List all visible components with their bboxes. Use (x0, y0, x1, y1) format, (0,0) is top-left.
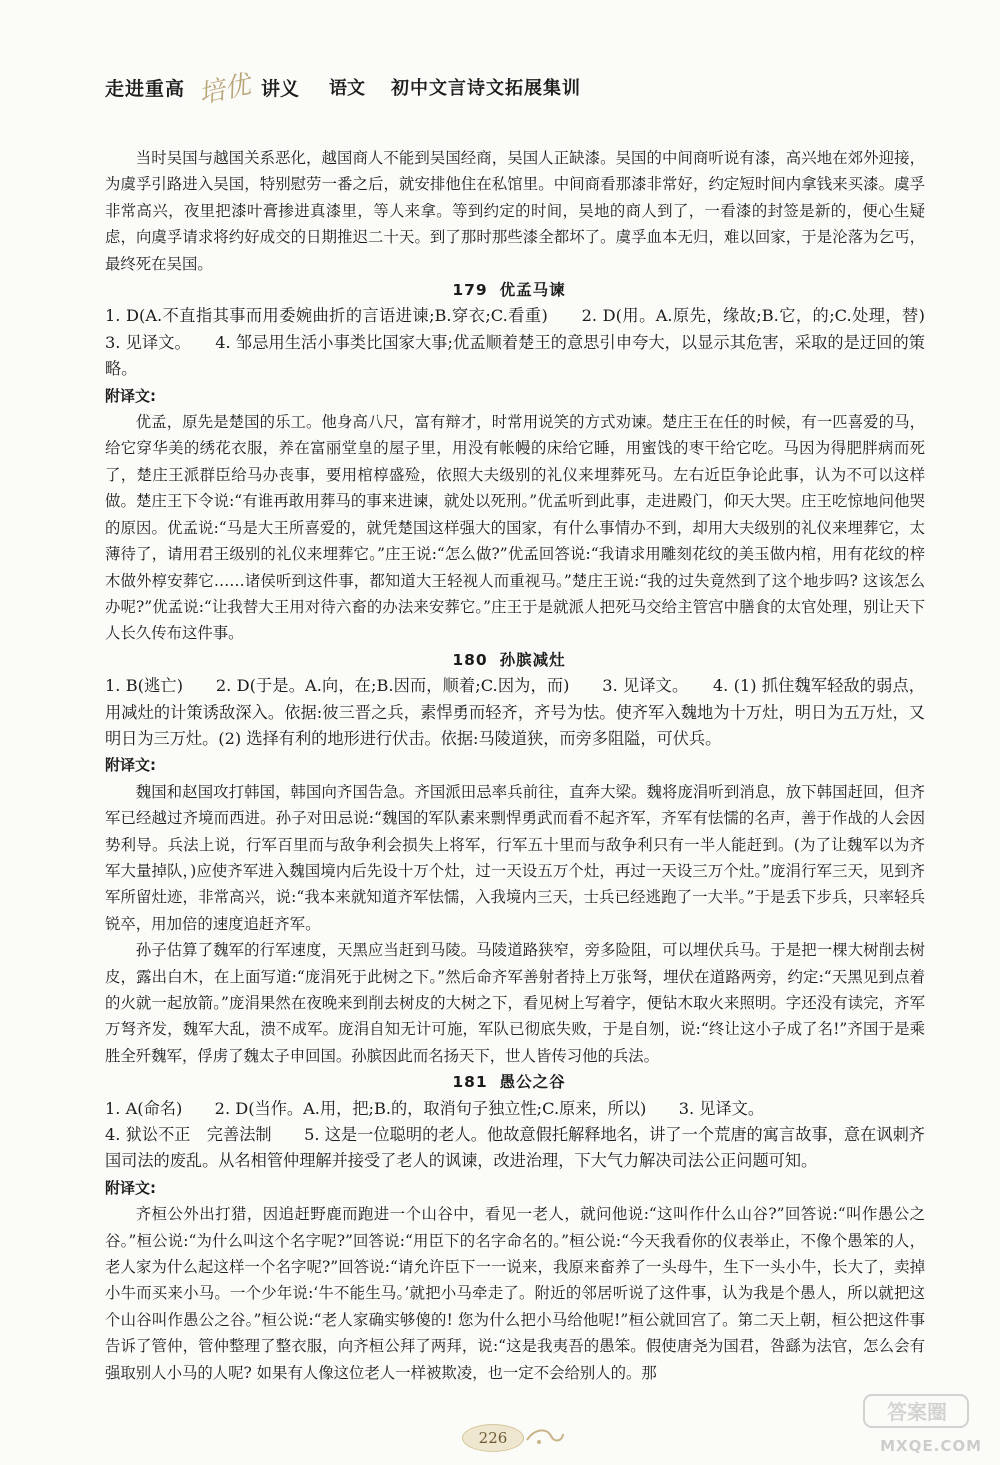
section-title-180 (105, 647, 925, 673)
translation-paragraph-180-b: 孙子估算了魏军的行军速度，天黑应当赶到马陵。马陵道路狭窄，旁多险阻，可以埋伏兵马。于是把一棵大树削去树皮，露出白木，在上面写道:“庞涓死于此树之下。”然后命齐军善射者持上万张弩，埋伏在道路两旁，约定:“天黑见到点着的火就一起放箭。”庞涓果然在夜晚来到削去树皮的大树之下，看见树上写着字，便钻木取火来照明。字还没有读完，齐军万弩齐发，魏军大乱，溃不成军。庞涓自知无计可施，军队已彻底失败，于是自刎，说:“终让这小子成了名!”齐国于是乘胜全歼魏军，俘虏了魏太子申回国。孙膑因此而名扬天下，世人皆传习他的兵法。 (105, 941, 925, 1065)
watermark (832, 1391, 982, 1455)
watermark-logo-icon (862, 1391, 972, 1431)
book-title: 初中文言诗文拓展集训 (391, 78, 582, 99)
section-number: 180 (452, 650, 488, 669)
watermark-url: MXQE.COM (880, 1437, 982, 1455)
section-name: 优孟马谏 (499, 281, 566, 300)
section-name: 孙膑减灶 (499, 650, 566, 669)
translation-label-179: 附译文: (105, 386, 156, 405)
translation-label-181: 附译文: (105, 1178, 156, 1197)
translation-paragraph-181: 齐桓公外出打猎，因追赶野鹿而跑进一个山谷中，看见一老人，就问他说:“这叫作什么山谷?”回答说:“叫作愚公之谷。”桓公说:“为什么叫这个名字呢?”回答说:“用臣下的名字命名的。”桓公说:“今天我看你的仪表举止，不像个愚笨的人，老人家为什么起这样一个名字呢?”回答说:“请允许臣下一一说来，我原来畜养了一头母牛，生下一头小牛，长大了，卖掉小牛而买来小马。一个少年说:‘牛不能生马。’就把小马牵走了。附近的邻居听说了这件事，认为我是个愚人，所以就把这个山谷叫作愚公之谷。”桓公说:“老人家确实够傻的! 您为什么把小马给他呢!”桓公就回宫了。第二天上朝，桓公把这件事告诉了管仲，管仲整理了整衣服，向齐桓公拜了两拜，说:“这是我夷吾的愚笨。假使唐尧为国君，咎繇为法官，怎么会有强取别人小马的人呢? 如果有人像这位老人一样被欺凌，也一定不会给别人的。那 (105, 1205, 925, 1382)
intro-paragraph: 当时吴国与越国关系恶化，越国商人不能到吴国经商，吴国人正缺漆。吴国的中间商听说有漆，高兴地在郊外迎接，为虞孚引路进入吴国，特别慰劳一番之后，就安排他住在私馆里。中间商看那漆非常好，约定短时间内拿钱来买漆。虞孚非常高兴，夜里把漆叶膏掺进真漆里，等人来拿。等到约定的时间，吴地的商人到了，一看漆的封签是新的，便心生疑虑，向虞孚请求将约好成交的日期推迟二十天。到了那时那些漆全都坏了。虞孚血本无归，难以回家，于是沦落为乞丐，最终死在吴国。 (105, 149, 925, 273)
page-content (105, 145, 958, 1386)
lecture-label: 讲义 (261, 77, 300, 100)
page-number: 226 (462, 1424, 524, 1452)
answer-block-181: 1. A(命名) 2. D(当作。A.用，把;B.的，取消句子独立性;C.原来，所以) 3. 见译文。 4. 狱讼不正 完善法制 5. 这是一位聪明的老人。他故意假托解释地名，讲了一个荒唐的寓言故事，意在讽刺齐国司法的废乱。从名相管仲理解并接受了老人的讽谏，改进治理，下大气力解决司法公正问题可知。 (105, 1098, 925, 1171)
translation-label-180: 附译文: (105, 756, 156, 775)
section-number: 181 (452, 1073, 488, 1092)
section-title-181 (105, 1069, 925, 1095)
script-logo: 培优 (195, 69, 254, 110)
answer-block-179: 1. D(A.不直指其事而用委婉曲折的言语进谏;B.穿衣;C.看重) 2. D(用。A.原先，缘故;B.它，的;C.处理，替) 3. 见译文。 4. 邹忌用生活小事类比国家大事;优孟顺着楚王的意思引申夸大，以显示其危害，采取的是迂回的策略。 (105, 306, 958, 379)
translation-paragraph-180-a: 魏国和赵国攻打韩国，韩国向齐国告急。齐国派田忌率兵前往，直奔大梁。魏将庞涓听到消息，放下韩国赶回，但齐军已经越过齐境而西进。孙子对田忌说:“魏国的军队素来剽悍勇武而看不起齐军，齐军有怯懦的名声，善于作战的人会因势利导。兵法上说，行军百里而与敌争利会损失上将军，行军五十里而与敌争利只有一半人能赶到。(为了让魏军以为齐军大量掉队，)应使齐军进入魏国境内后先设十万个灶，过一天设五万个灶，再过一天设三万个灶。”庞涓行军三天，见到齐军所留灶迹，非常高兴，说:“我本来就知道齐军怯懦，入我境内三天，士兵已经逃跑了一大半。”于是丢下步兵，只率轻兵锐卒，用加倍的速度追赶齐军。 (105, 782, 925, 933)
answer-block-180: 1. B(逃亡) 2. D(于是。A.向，在;B.因而，顺着;C.因为，而) 3. 见译文。 4. (1) 抓住魏军轻敌的弱点，用减灶的计策诱敌深入。依据:彼三晋之兵，素悍勇而轻齐，齐号为怯。使齐军入魏地为十万灶，明日为五万灶，又明日为三万灶。(2) 选择有利的地形进行伏击。依据:马陵道狭，而旁多阻隘，可伏兵。 (105, 676, 925, 748)
section-number: 179 (452, 281, 488, 300)
section-title-179 (105, 277, 925, 303)
ornament-swirl-icon (525, 1426, 565, 1448)
translation-paragraph-179: 优孟，原先是楚国的乐工。他身高八尺，富有辩才，时常用说笑的方式劝谏。楚庄王在任的时候，有一匹喜爱的马，给它穿华美的绣花衣服，养在富丽堂皇的屋子里，用没有帐幔的床给它睡，用蜜饯的枣干给它吃。马因为得肥胖病而死了，楚庄王派群臣给马办丧事，要用棺椁盛殓，依照大夫级别的礼仪来埋葬死马。左右近臣争论此事，认为不可以这样做。楚庄王下令说:“有谁再敢用葬马的事来进谏，就处以死刑。”优孟听到此事，走进殿门，仰天大哭。庄王吃惊地问他哭的原因。优孟说:“马是大王所喜爱的，就凭楚国这样强大的国家，有什么事情办不到，却用大夫级别的礼仪来埋葬它，太薄待了，请用君王级别的礼仪来埋葬它。”庄王说:“怎么做?”优孟回答说:“我请求用雕刻花纹的美玉做内棺，用有花纹的梓木做外椁安葬它……诸侯听到这件事，都知道大王轻视人而重视马。”楚庄王说:“我的过失竟然到了这个地步吗? 这该怎么办呢?”优孟说:“让我替大王用对待六畜的办法来安葬它。”庄王于是就派人把死马交给主管宫中膳食的太官处理，别让天下人长久传布这件事。 (105, 413, 925, 643)
page-header (105, 62, 925, 112)
subject-label: 语文 (329, 78, 366, 99)
section-name: 愚公之谷 (499, 1073, 566, 1092)
watermark-logo-text: 答案圈 (887, 1400, 947, 1424)
series-title: 走进重高 (105, 77, 186, 100)
